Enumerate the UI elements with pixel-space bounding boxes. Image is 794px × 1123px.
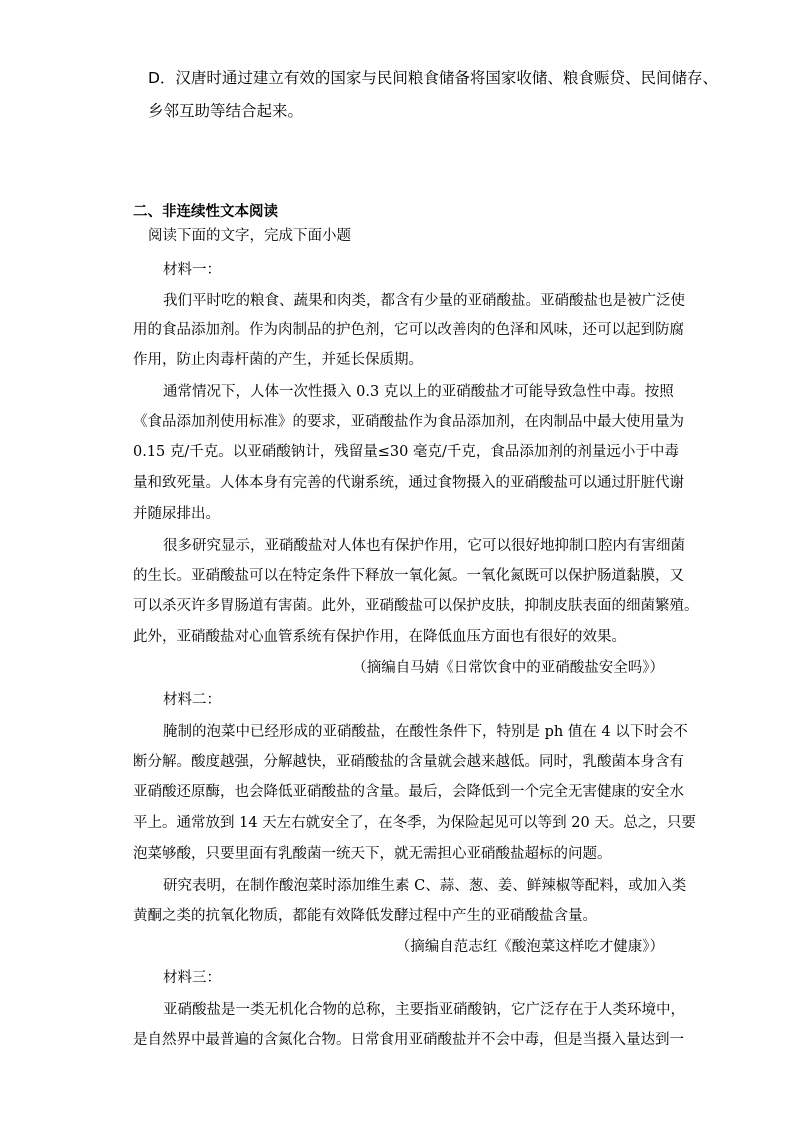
- material-2-line: 亚硝酸还原酶，也会降低亚硝酸盐的含量。最后，会降低到一个完全无害健康的安全水: [133, 784, 684, 800]
- material-1-line: 的生长。亚硝酸盐可以在特定条件下释放一氧化氮。一氧化氮既可以保护肠道黏膜，又: [133, 568, 684, 584]
- material-1-line: 通常情况下，人体一次性摄入 0.3 克以上的亚硝酸盐才可能导致急性中毒。按照: [163, 384, 674, 400]
- material-2-line: 腌制的泡菜中已经形成的亚硝酸盐，在酸性条件下，特别是 ph 值在 4 以下时会不: [163, 724, 688, 740]
- material-1-line: 我们平时吃的粮食、蔬果和肉类，都含有少量的亚硝酸盐。亚硝酸盐也是被广泛使: [163, 293, 685, 309]
- material-3-label: 材料三：: [163, 970, 221, 986]
- option-d-line-1: D．汉唐时通过建立有效的国家与民间粮食储备将国家收储、粮食赈贷、民间储存、: [148, 69, 718, 87]
- material-1-source: （摘编自马婧《日常饮食中的亚硝酸盐安全吗》）: [352, 660, 664, 676]
- material-1-line: 0.15 克/千克。以亚硝酸钠计，残留量≤30 毫克/千克，食品添加剂的剂量远小于中毒: [133, 444, 679, 460]
- material-2-line: 断分解。酸度越强，分解越快，亚硝酸盐的含量就会越来越低。同时，乳酸菌本身含有: [133, 754, 684, 770]
- material-1-line: 《食品添加剂使用标准》的要求，亚硝酸盐作为食品添加剂，在肉制品中最大使用量为: [133, 414, 684, 430]
- section-heading: 二、非连续性文本阅读: [133, 204, 278, 220]
- material-2-label: 材料二：: [163, 692, 221, 708]
- material-2-line: 泡菜够酸，只要里面有乳酸菌一统天下，就无需担心亚硝酸盐超标的问题。: [133, 846, 612, 862]
- material-1-line: 并随尿排出。: [133, 506, 220, 522]
- material-1-line: 此外，亚硝酸盐对心血管系统有保护作用，在降低血压方面也有很好的效果。: [133, 629, 626, 645]
- material-3-line: 亚硝酸盐是一类无机化合物的总称，主要指亚硝酸钠，它广泛存在于人类环境中，: [163, 1002, 685, 1018]
- section-instruction: 阅读下面的文字，完成下面小题: [148, 228, 351, 244]
- material-1-line: 用的食品添加剂。作为肉制品的护色剂，它可以改善肉的色泽和风味，还可以起到防腐: [133, 322, 684, 338]
- material-1-label: 材料一：: [163, 262, 221, 278]
- material-1-line: 量和致死量。人体本身有完善的代谢系统，通过食物摄入的亚硝酸盐可以通过肝脏代谢: [133, 475, 684, 491]
- material-1-line: 可以杀灭许多胃肠道有害菌。此外，亚硝酸盐可以保护皮肤，抑制皮肤表面的细菌繁殖。: [133, 598, 699, 614]
- material-3-line: 是自然界中最普遍的含氮化合物。日常食用亚硝酸盐并不会中毒，但是当摄入量达到一: [133, 1032, 684, 1048]
- material-1-line: 很多研究显示，亚硝酸盐对人体也有保护作用，它可以很好地抑制口腔内有害细菌: [163, 538, 685, 554]
- material-2-line: 研究表明，在制作酸泡菜时添加维生素 C、蒜、葱、姜、鲜辣椒等配料，或加入类: [163, 878, 687, 894]
- material-2-line: 平上。通常放到 14 天左右就安全了，在冬季，为保险起见可以等到 20 天。总之，只要: [133, 815, 696, 831]
- material-2-source: （摘编自范志红《酸泡菜这样吃才健康》）: [395, 939, 664, 955]
- option-d-line-2: 乡邻互助等结合起来。: [148, 102, 304, 120]
- material-2-line: 黄酮之类的抗氧化物质，都能有效降低发酵过程中产生的亚硝酸盐含量。: [133, 908, 597, 924]
- material-1-line: 作用，防止肉毒杆菌的产生，并延长保质期。: [133, 352, 423, 368]
